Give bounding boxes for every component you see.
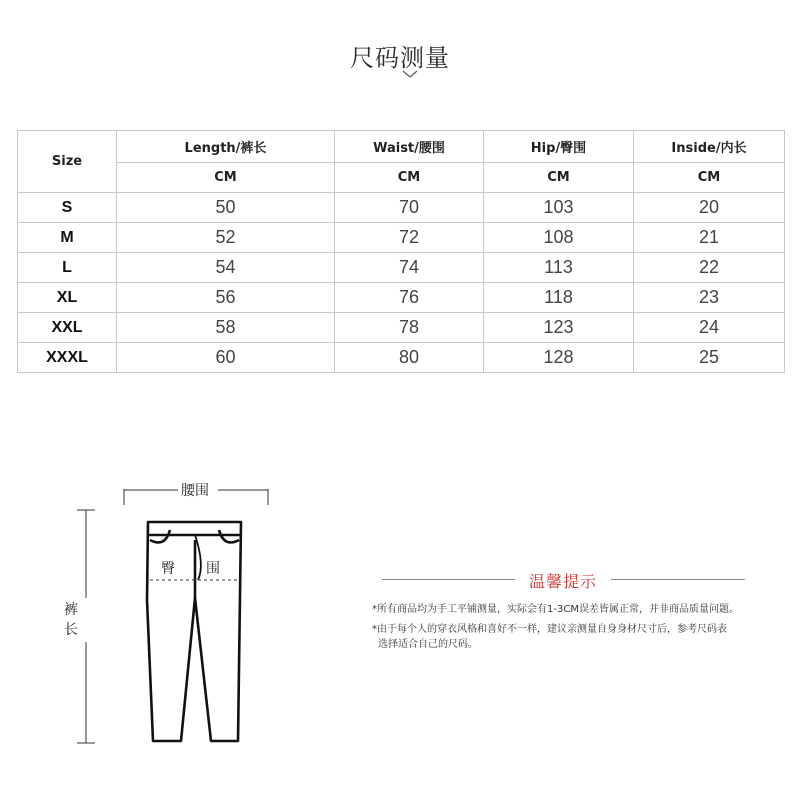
page-title: 尺码测量 bbox=[350, 44, 450, 72]
hip-cell: 103 bbox=[484, 193, 634, 223]
hip-label-part1: 臀 bbox=[161, 561, 175, 577]
inside-cell: 21 bbox=[634, 223, 785, 253]
column-header-hip: Hip/臀围 bbox=[484, 131, 634, 163]
length-cell: 56 bbox=[117, 283, 335, 313]
inside-cell: 22 bbox=[634, 253, 785, 283]
waist-cell: 80 bbox=[335, 343, 484, 373]
tip-line-3: 选择适合自己的尺码。 bbox=[378, 639, 478, 650]
size-cell: M bbox=[18, 223, 117, 253]
waist-label: 腰围 bbox=[181, 483, 209, 499]
waist-cell: 72 bbox=[335, 223, 484, 253]
inside-cell: 23 bbox=[634, 283, 785, 313]
pants-measurement-diagram bbox=[50, 470, 310, 770]
tip-line-2: *由于每个人的穿衣风格和喜好不一样，建议亲测量自身身材尺寸后，参考尺码表 bbox=[372, 624, 727, 635]
inside-cell: 24 bbox=[634, 313, 785, 343]
table-row bbox=[18, 193, 785, 223]
waist-cell: 74 bbox=[335, 253, 484, 283]
table-row bbox=[18, 283, 785, 313]
inside-cell: 25 bbox=[634, 343, 785, 373]
size-chart-table bbox=[17, 130, 785, 373]
hip-cell: 108 bbox=[484, 223, 634, 253]
tips-title: 温馨提示 bbox=[528, 572, 597, 591]
hip-cell: 118 bbox=[484, 283, 634, 313]
waist-cell: 78 bbox=[335, 313, 484, 343]
size-column-header: Size bbox=[18, 131, 117, 193]
pants-outline bbox=[147, 522, 241, 741]
unit-length: CM bbox=[117, 163, 335, 193]
inside-cell: 20 bbox=[634, 193, 785, 223]
tips-divider-right bbox=[611, 579, 745, 580]
table-row bbox=[18, 253, 785, 283]
column-header-inside: Inside/内长 bbox=[634, 131, 785, 163]
size-cell: XXL bbox=[18, 313, 117, 343]
tip-line-1: *所有商品均为手工平铺测量，实际会有1-3CM误差皆属正常，并非商品质量问题。 bbox=[372, 604, 739, 615]
length-cell: 54 bbox=[117, 253, 335, 283]
tips-divider-left bbox=[382, 579, 515, 580]
size-cell: S bbox=[18, 193, 117, 223]
hip-cell: 123 bbox=[484, 313, 634, 343]
length-cell: 50 bbox=[117, 193, 335, 223]
length-cell: 52 bbox=[117, 223, 335, 253]
unit-inside: CM bbox=[634, 163, 785, 193]
table-row bbox=[18, 223, 785, 253]
size-cell: XXXL bbox=[18, 343, 117, 373]
hip-label-part2: 围 bbox=[206, 561, 220, 577]
hip-cell: 128 bbox=[484, 343, 634, 373]
size-cell: L bbox=[18, 253, 117, 283]
column-header-length: Length/裤长 bbox=[117, 131, 335, 163]
unit-waist: CM bbox=[335, 163, 484, 193]
table-row bbox=[18, 313, 785, 343]
unit-hip: CM bbox=[484, 163, 634, 193]
column-header-waist: Waist/腰围 bbox=[335, 131, 484, 163]
chevron-down-icon bbox=[402, 70, 418, 79]
length-cell: 60 bbox=[117, 343, 335, 373]
waist-cell: 70 bbox=[335, 193, 484, 223]
length-label: 裤长 bbox=[64, 602, 78, 638]
size-cell: XL bbox=[18, 283, 117, 313]
hip-cell: 113 bbox=[484, 253, 634, 283]
waist-cell: 76 bbox=[335, 283, 484, 313]
length-cell: 58 bbox=[117, 313, 335, 343]
table-row bbox=[18, 343, 785, 373]
